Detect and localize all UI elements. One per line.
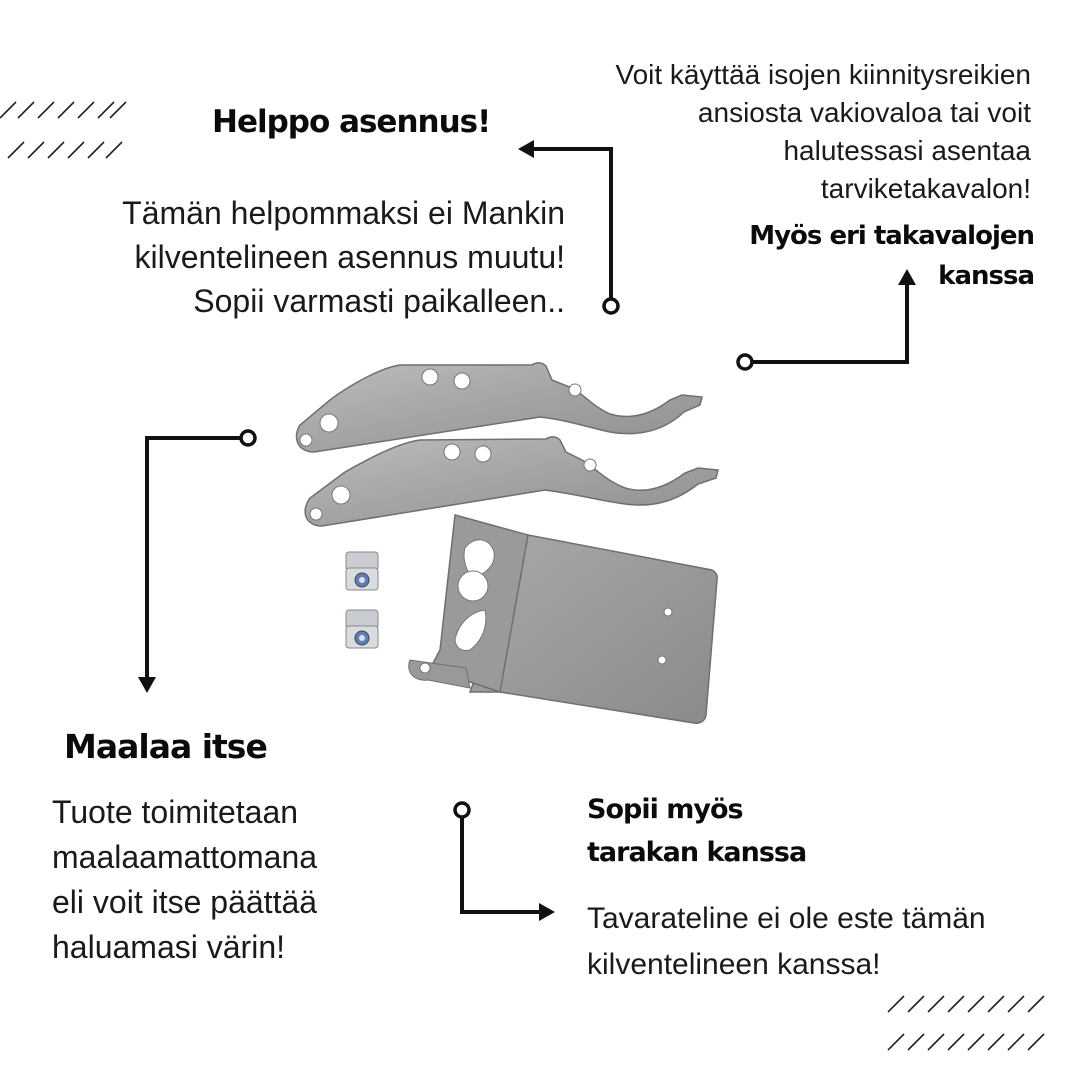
nut-icon: [346, 552, 378, 590]
heading-line: tarakan kanssa: [587, 837, 807, 868]
callout-arrow-icon: [532, 149, 618, 313]
heading-helppo-asennus: Helppo asennus!: [212, 104, 491, 140]
text-line: Tämän helpommaksi ei Mankin: [122, 195, 565, 231]
heading-maalaa-itse: Maalaa itse: [64, 727, 267, 766]
text-line: Voit käyttää isojen kiinnitysreikien: [615, 59, 1031, 90]
license-plate-bracket: [409, 515, 718, 723]
callout-arrow-icon: [147, 431, 255, 678]
heading-line: Sopii myös: [587, 794, 743, 825]
bracket-arm-lower: [305, 437, 718, 526]
callout-arrow-icon: [455, 803, 540, 912]
text-line: tarviketakavalon!: [820, 173, 1031, 204]
text-line: Tuote toimitetaan: [52, 794, 299, 830]
heading-line: kanssa: [938, 261, 1034, 291]
text-line: kilventelineen kanssa!: [587, 948, 881, 981]
arrowhead-up-icon: [898, 269, 916, 285]
text-line: eli voit itse päättää: [52, 884, 318, 920]
arrowhead-right-icon: [539, 903, 555, 921]
arrowhead-down-icon: [138, 677, 156, 693]
text-line: halutessasi asentaa: [783, 135, 1031, 166]
text-line: kilventelineen asennus muutu!: [134, 239, 565, 275]
text-line: Tavarateline ei ole este tämän: [587, 902, 986, 935]
diagonal-hatch-icon: [888, 996, 1044, 1050]
arrowhead-left-icon: [518, 140, 534, 158]
text-line: maalaamattomana: [52, 839, 318, 875]
text-line: haluamasi värin!: [52, 929, 285, 965]
text-line: ansiosta vakiovaloa tai voit: [697, 97, 1031, 128]
callout-arrow-icon: [738, 284, 907, 369]
diagonal-hatch-icon: [0, 102, 126, 158]
heading-line: Myös eri takavalojen: [749, 221, 1034, 251]
text-line: Sopii varmasti paikalleen..: [193, 283, 565, 319]
nut-icon: [346, 610, 378, 648]
